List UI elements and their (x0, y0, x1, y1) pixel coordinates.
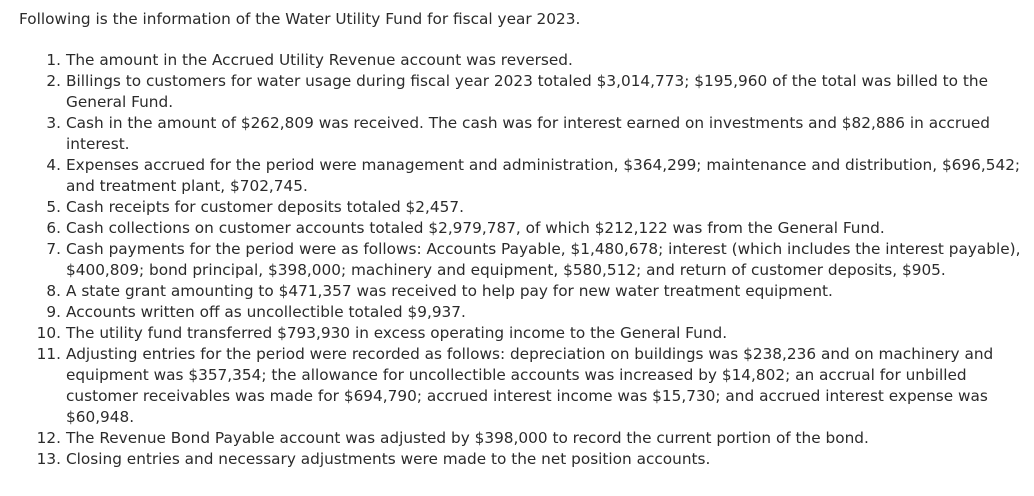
item-number: 11. (36, 345, 61, 363)
list-item (0, 218, 1034, 239)
item-text: The amount in the Accrued Utility Revenue account was reversed. (66, 51, 573, 69)
item-text: Adjusting entries for the period were recorded as follows: depreciation on buildings was $238,236 and on machinery and equipment was $357,354; the allowance for uncollectible accounts was increased by $14,802; an accrual for unbilled customer receivables was made for $694,790; accrued interest income was $15,730; and accrued interest expense was $60,948. (66, 345, 994, 426)
list-item (0, 281, 1034, 302)
list-item (0, 449, 1034, 470)
item-text: Cash receipts for customer deposits totaled $2,457. (66, 198, 464, 216)
list-item (0, 239, 1034, 281)
transaction-list (0, 50, 1034, 470)
list-item (0, 197, 1034, 218)
list-item (0, 155, 1034, 197)
item-number: 5. (46, 198, 61, 216)
list-item (0, 50, 1034, 71)
item-text: A state grant amounting to $471,357 was received to help pay for new water treatment equipment. (66, 282, 833, 300)
item-number: 8. (46, 282, 61, 300)
item-text: Cash collections on customer accounts totaled $2,979,787, of which $212,122 was from the General Fund. (66, 219, 885, 237)
list-item (0, 344, 1034, 428)
intro-text: Following is the information of the Water Utility Fund for fiscal year 2023. (19, 10, 581, 28)
item-number: 9. (46, 303, 61, 321)
item-text: Accounts written off as uncollectible totaled $9,937. (66, 303, 466, 321)
item-number: 6. (46, 219, 61, 237)
list-item (0, 302, 1034, 323)
item-text: The Revenue Bond Payable account was adjusted by $398,000 to record the current portion of the bond. (66, 429, 869, 447)
item-number: 7. (46, 240, 61, 258)
item-text: Cash in the amount of $262,809 was received. The cash was for interest earned on investments and $82,886 in accrued interest. (66, 114, 991, 153)
item-number: 3. (46, 114, 61, 132)
item-text: The utility fund transferred $793,930 in excess operating income to the General Fund. (66, 324, 728, 342)
item-number: 2. (46, 72, 61, 90)
item-text: Expenses accrued for the period were management and administration, $364,299; maintenance and distribution, $696,542; and treatment plant, $702,745. (66, 156, 1021, 195)
list-item (0, 428, 1034, 449)
item-number: 12. (36, 429, 61, 447)
item-number: 13. (36, 450, 61, 468)
list-item (0, 323, 1034, 344)
item-number: 4. (46, 156, 61, 174)
item-text: Cash payments for the period were as follows: Accounts Payable, $1,480,678; interest (which includes the interest payable), $400,809; bond principal, $398,000; machinery and equipment, $580,512; and return of customer deposits, $905. (66, 240, 1021, 279)
item-text: Closing entries and necessary adjustments were made to the net position accounts. (66, 450, 711, 468)
list-item (0, 113, 1034, 155)
list-item (0, 71, 1034, 113)
item-text: Billings to customers for water usage during fiscal year 2023 totaled $3,014,773; $195,960 of the total was billed to the General Fund. (66, 72, 988, 111)
item-number: 1. (46, 51, 61, 69)
item-number: 10. (36, 324, 61, 342)
